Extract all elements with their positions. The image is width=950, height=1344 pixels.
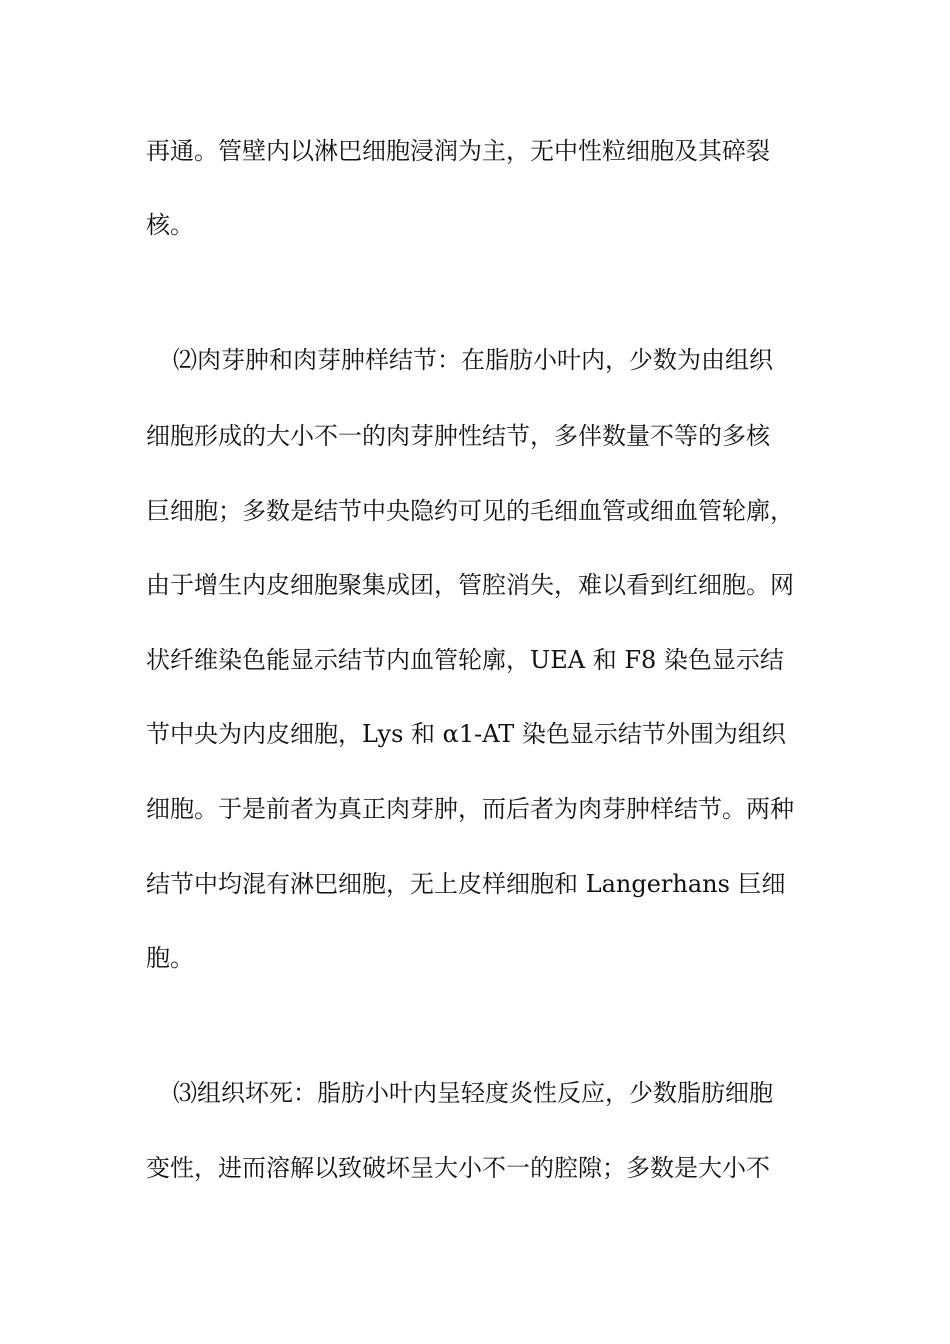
paragraph-line: 再通。管壁内以淋巴细胞浸润为主，无中性粒细胞及其碎裂 — [146, 137, 770, 165]
paragraph-line: 核。 — [146, 211, 194, 239]
paragraph-line: ⑵肉芽肿和肉芽肿样结节：在脂肪小叶内，少数为由组织 — [173, 346, 773, 374]
paragraph-line: 节中央为内皮细胞，Lys 和 α1-AT 染色显示结节外围为组织 — [146, 720, 786, 748]
paragraph-line: 状纤维染色能显示结节内血管轮廓，UEA 和 F8 染色显示结 — [146, 646, 784, 674]
paragraph-line: 细胞。于是前者为真正肉芽肿，而后者为肉芽肿样结节。两种 — [146, 795, 794, 823]
paragraph-line: ⑶组织坏死：脂肪小叶内呈轻度炎性反应，少数脂肪细胞 — [173, 1079, 773, 1107]
paragraph-line: 巨细胞；多数是结节中央隐约可见的毛细血管或细血管轮廓， — [146, 497, 794, 525]
paragraph-line: 胞。 — [146, 944, 194, 972]
paragraph-line: 由于增生内皮细胞聚集成团，管腔消失，难以看到红细胞。网 — [146, 571, 794, 599]
paragraph-line: 细胞形成的大小不一的肉芽肿性结节，多伴数量不等的多核 — [146, 422, 770, 450]
paragraph-line: 结节中均混有淋巴细胞，无上皮样细胞和 Langerhans 巨细 — [146, 870, 786, 898]
paragraph-line: 变性，进而溶解以致破坏呈大小不一的腔隙；多数是大小不 — [146, 1154, 770, 1182]
